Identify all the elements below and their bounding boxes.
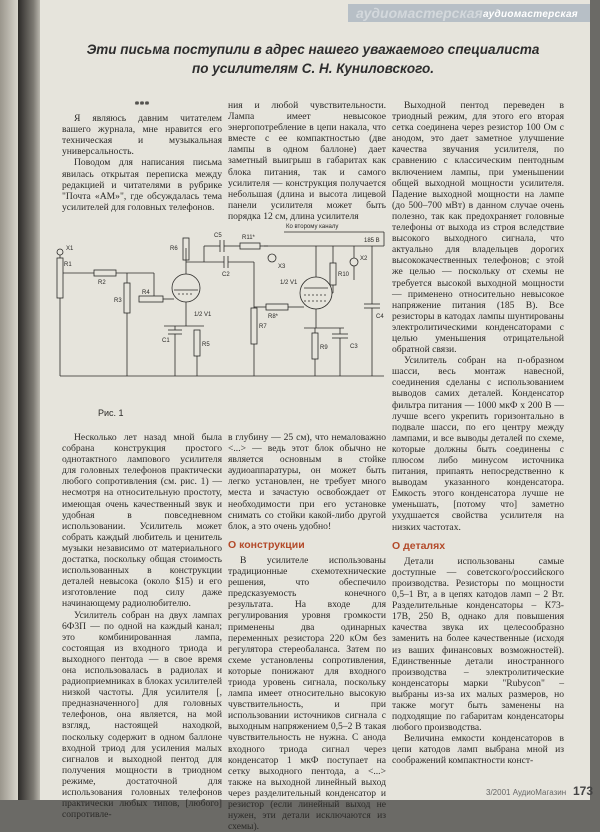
label-r4: R4 [142, 290, 150, 296]
label-x2: X2 [360, 256, 368, 262]
label-c4: C4 [376, 314, 384, 320]
magazine-page [18, 0, 594, 832]
resistor-r9 [312, 333, 318, 359]
paragraph: ния и любой чувствительности. Лампа имеет невысокое энергопотребление в цепи накала, что вместе с ее компактностью (две лампы в одном баллоне) дает заметный выигрыш в габаритах как блока питания, так и самого усилителя — конструкция получается небольшая (длина и высота лицевой панели усилителя может быть порядка 12 см, длина усилителя [228, 100, 386, 222]
label-to-second-channel: Ко второму каналу [286, 224, 339, 230]
label-v1a: 1/2 V1 [194, 312, 212, 318]
label-r2: R2 [98, 280, 106, 286]
paragraph: Несколько лет назад мной была собрана конструкция простого однотактного лампового усилителя для головных телефонов практически любого сопротивления (см. рис. 1) — несмотря на относительную простоту, имеющая очень качественный звук и удобная в повседневном использовании. Усилитель может собрать каждый любитель и ценитель музыки независимо от материального достатка, поскольку общая стоимость использованных в конструкции деталей невысока (около $15) и его изготовление под силу даже начинающему радиолюбителю. [62, 432, 222, 610]
section-header-ghost: аудиомастерская [356, 5, 483, 21]
label-r5: R5 [202, 342, 210, 348]
section-heading-construction: О конструкции [228, 538, 305, 551]
pentode-v1b [300, 277, 332, 309]
label-c3: C3 [350, 344, 358, 350]
resistor-r1 [57, 258, 63, 298]
resistor-r7 [251, 308, 257, 344]
column-1-bottom [62, 432, 222, 820]
paragraph: В усилителе использованы традиционные схемотехнические решения, что обеспечило предсказуемость конечного результата. На входе для регулирования уровня громкости применены два одинарных переменных резистора 220 кОм без регулятора стереобаланса. Затем по схеме установлены сопротивления, которые понижают для входного триода уровень сигнала, поскольку лампа имеет относительно высокую чувствительность, и при использовании источников сигнала с выходным напряжением 0,5–2 В такая чувствительность не нужна. С анода входного триода сигнал через конденсатор 1 мкФ поступает на сетку выходного пентода, а <...> также на выходной линейный выход через разделительный конденсатор и резистор (если линейный выход не нужен, эти детали исключаются из схемы). [228, 554, 386, 832]
paragraph: Я являюсь давним читателем вашего журнала, мне нравится его техническая и музыкальная универсальность. [62, 113, 222, 158]
issue-footer: 3/2001 АудиоМагазин [486, 788, 567, 797]
label-r8: R8* [268, 314, 279, 320]
paragraph: Выходной пентод переведен в триодный режим, для этого его вторая сетка соединена через резистор 100 Ом с анодом, это дает заметное улучшение качества звучания усилителя, по сравнению с классическим пентодным включением лампы, при уменьшении общей выходной мощности усилителя. Падение выходной мощности на лампе (до 500–700 мВт) в данном случае очень полезно, так как предохраняет головные телефоны от выхода из строя вследствие высокого выходного сигнала, что актуально для владельцев дорогих высококачественных телефонов; с этой же целью — поскольку от схемы не требуется высокой выходной мощности — применено относительно невысокое напряжение питания (185 В). Все резисторы в катодах лампы шунтированы электролитическими конденсаторами с целью уменьшения отрицательной обратной связи. [392, 100, 564, 356]
label-r7: R7 [259, 324, 267, 330]
page-binding-shadow [18, 0, 40, 800]
label-supply-voltage: 185 В [364, 238, 380, 244]
label-c2: C2 [222, 272, 230, 278]
column-1-top [62, 100, 222, 213]
resistor-r3 [124, 283, 130, 313]
paragraph: Величина емкости конденсаторов в цепи катодов ламп выбрана мной из соображений компактности конст- [392, 733, 564, 767]
column-2-top [228, 100, 386, 222]
separator-stars: *** [134, 100, 150, 111]
section-header-label: аудиомастерская [482, 9, 578, 20]
connector-x3 [268, 254, 276, 262]
resistor-r5 [194, 330, 200, 356]
connector-x2 [350, 258, 358, 266]
section-header-bar [348, 4, 590, 22]
label-c1: C1 [162, 338, 170, 344]
figure-caption: Рис. 1 [98, 408, 124, 418]
resistor-r10 [330, 263, 336, 285]
label-r1: R1 [64, 262, 72, 268]
paragraph: Поводом для написания письма явилась открытая переписка между редакцией и читателями в рубрике "Почта «АМ»", где обсуждалась тема усилителей для головных телефонов. [62, 157, 222, 213]
paragraph: Детали использованы самые доступные — советского/российского производства. Резисторы по мощности 0,5–1 Вт, а в цепях катодов ламп – 2 Вт. Разделительные конденсаторы – К73-17В, 250 В, однако для повышения качества звука их целесообразно заменить на более качественные (исходя из ваших финансовых возможностей). Единственные детали иностранного производства – электролитические конденсаторы марки "Rubycon" – выбраны из-за их малых размеров, но также могут быть заменены на подходящие по габаритам конденсаторы любого производства. [392, 555, 564, 734]
intro-heading: Эти письма поступили в адрес нашего уважаемого специалиста по усилителям С. Н. Куниловского. [86, 42, 540, 76]
section-heading-details: О деталях [392, 539, 446, 552]
resistor-r4 [139, 296, 163, 302]
label-r6: R6 [170, 246, 178, 252]
resistor-r8 [266, 304, 288, 310]
label-v1b: 1/2 V1 [280, 280, 298, 286]
amplifier-schematic [54, 218, 396, 423]
label-r10: R10 [338, 272, 350, 278]
paragraph: Усилитель собран на двух лампах 6Ф3П — по одной на каждый канал; это комбинированная лампа, состоящая из входного триода и выходного пентода — в свое время она использовалась в радиолах и радиоприемниках в блоках усилителей низкой частоты. Для усилителя [, предназначенного] для головных телефонов, она является, на мой взгляд, настоящей находкой, поскольку содержит в одном баллоне входной триод для усиления малых сигналов и выходной пентод для получения мощности в триодном режиме, достаточной для использования головных телефонов практически любых типов, [любого] сопротивле- [62, 609, 222, 821]
left-page-edge [0, 0, 18, 800]
resistor-r11 [240, 243, 260, 249]
label-r9: R9 [320, 345, 328, 351]
label-r11: R11* [242, 235, 255, 241]
triode-v1a [172, 274, 200, 302]
resistor-r2 [94, 270, 116, 276]
paragraph: Усилитель собран на п-образном шасси, весь монтаж навесной, соединения сделаны с использованием выводов самих деталей. Конденсатор фильтра питания — 1000 мкФ x 200 В — лучше всего укрепить горизонтально в подвале шасси, по его центру между лампами, и все выводы деталей по схеме, которые должны быть соединены с плюсом либо минусом источника питания, припаять непосредственно к выводам указанного конденсатора. Емкость этого конденсатора лучше не уменьшать, [потому что] заметно ухудшается свойства усилителя на низких частотах. [392, 355, 564, 533]
column-2-bottom [228, 432, 386, 832]
connector-x1 [57, 249, 63, 255]
paragraph: в глубину — 25 см), что немаловажно <...> — ведь этот блок обычно не является основным в стойке аудиоаппаратуры, он может быть легко установлен, не требует много места и зачастую освобождает от необходимости при его установке снимать со стойки какой-либо другой блок, а это очень удобно! [228, 432, 386, 532]
label-x1: X1 [66, 246, 74, 252]
column-3 [392, 100, 564, 767]
label-c5: C5 [214, 233, 222, 239]
label-r3: R3 [114, 298, 122, 304]
page-number: 173 [573, 784, 594, 798]
label-x3: X3 [278, 264, 286, 270]
